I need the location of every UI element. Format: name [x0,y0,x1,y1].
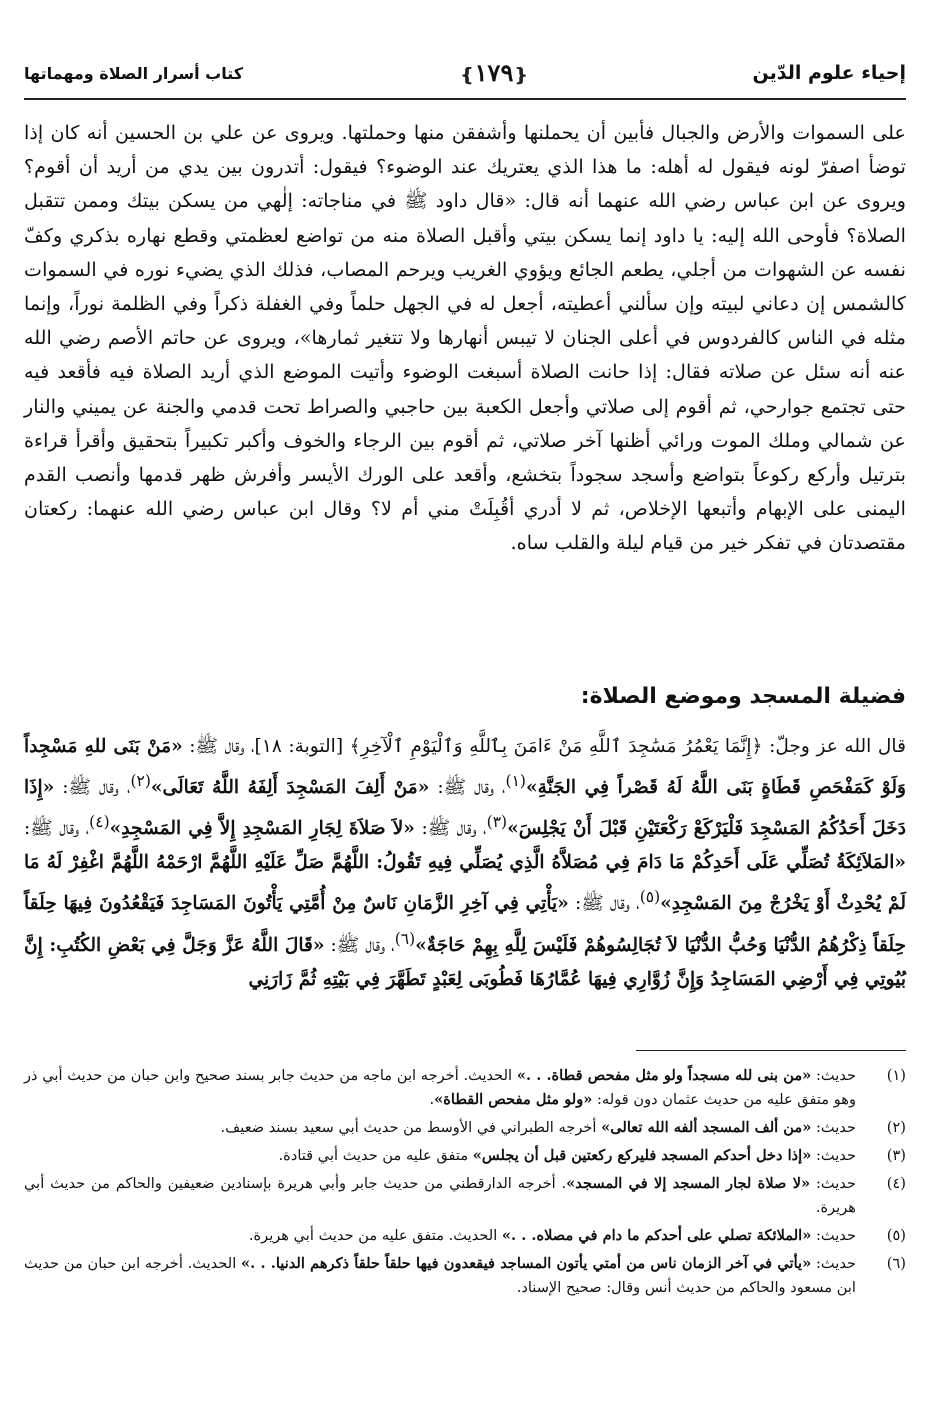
footnote-text: . أخرجه الدارقطني من حديث جابر وأبي هريرة بإسنادين ضعيفين والحاكم من حديث أبي هريرة. [24,1175,856,1216]
footnote [24,1144,906,1168]
text-run: ، وقال ﷺ: [24,818,90,840]
footnote-ref[interactable]: (٥) [639,888,661,907]
footnote [24,1064,906,1112]
paragraph: على السموات والأرض والجبال فأبين أن يحملنها وأشفقن منها وحملتها. ويروى عن علي بن الحسين أنه كان إذا توضأ اصفرّ لونه فيقول له أهله: ما هذا الذي يعتريك عند الوضوء؟ فيقول: أتدرون بين يدي من أريد أن أقوم؟ ويروى عن ابن عباس رضي الله عنهما أنه قال: «قال داود ﷺ في مناجاته: إلٰهي من يسكن بيتك وممن تتقبل الصلاة؟ فأوحى الله إليه: يا داود إنما يسكن بيتي وأقبل الصلاة منه من تواضع لعظمتي وقطع نهاره بذكري وكفّ نفسه عن الشهوات من أجلي، يطعم الجائع ويؤوي الغريب ويرحم المصاب، فذلك الذي يضيء نوره في السموات كالشمس إن دعاني لبيته وإن سألني أعطيته، أجعل له في الجهل حلماً وفي الغفلة ذكراً وفي الظلمة نوراً، وإنما مثله في الناس كالفردوس في أعلى الجنان لا تيبس أنهارها ولا تتغير ثمارها»، ويروى عن حاتم الأصم رضي الله عنه أنه سئل عن صلاته فقال: إذا حانت الصلاة أسبغت الوضوء وأتيت الموضع الذي أريد الصلاة فيه فأقعد فيه حتى تجتمع جوارحي، ثم أقوم إلى صلاتي وأجعل الكعبة بين حاجبي والصراط تحت قدمي والجنة عن يميني والنار عن شمالي وملك الموت ورائي أظنها آخر صلاتي، ثم أقوم بين الرجاء والخوف وأكبر تكبيراً بتحقيق وأقرأ قراءة بترتيل وأركع ركوعاً بتواضع وأسجد سجوداً بتخشع، وأقعد على الورك الأيسر وأفرش ظهر قدمها وأنصب القدم اليمنى على الإبهام وأتبعها الإخلاص، ثم لا أدري أقُبِلَتْ مني أم لا؟ وقال ابن عباس رضي الله عنهما: ركعتان مقتصدتان في تفكر خير من قيام ليلة والقلب ساه. [24,121,906,555]
ornament-left-icon: ❵ [459,65,475,86]
footnote-text: الحديث. أخرجه ابن ماجه من حديث جابر بسند صحيح وابن حبان من حديث أبي ذر وهو متفق عليه من حديث عثمان دون قوله: [24,1067,856,1108]
hadith-quote: «لاَ صَلاَةَ لِجَارِ المَسْجِدِ إِلاَّ فِي المَسْجِدِ» [109,818,415,840]
footnote-quote: «ولو مثل مفحص القطاة» [434,1091,593,1108]
text-run: ، وقال ﷺ: [54,777,131,799]
footnote-text: . [429,1091,435,1108]
page-number-block [424,58,564,87]
footnote [24,1252,906,1300]
hadith-quote: «قَالَ اللَّهُ عَزَّ وَجَلَّ فِي بَعْضِ الكُتُبِ: إِنَّ بُيُوتِي فِي أَرْضِي المَسَاجِدُ وَإِنَّ زُوَّارِي فِيهَا عُمَّارُهَا فَطُوبَى لِعَبْدٍ تَطَهَّرَ فِي بَيْتِهِ ثُمَّ زَارَنِي [24,934,906,990]
footnote-text: حديث: [810,1175,856,1192]
text-run: ، وقال ﷺ: [414,818,487,840]
hadith-quote: «مَنْ أَلِفَ المَسْجِدَ أَلِفَهُ اللَّهُ تَعَالَى» [150,777,430,799]
main-text [24,116,906,561]
footnote-text: حديث: [811,1119,856,1136]
footnote-quote: «الملائكة تصلي على أحدكم ما دام في مصلاه. . .» [501,1227,812,1244]
footnote-text: حديث: [811,1067,856,1084]
footnote [24,1224,906,1248]
footnote-text: الحديث. متفق عليه من حديث أبي هريرة. [248,1227,502,1244]
footnote-quote: «لا صلاة لجار المسجد إلا في المسجد» [566,1175,811,1192]
section-text [24,730,906,997]
hadith-quote: «مَنْ بَنَى للهِ مَسْجِداً وَلَوْ كَمَفْحَصِ قَطَاةٍ بَنَى اللَّهُ لَهُ قَصْراً فِي الجَنَّةِ» [24,736,906,799]
footnote-ref[interactable]: (٢) [130,772,151,790]
footnote-number: (٣) [886,1147,906,1164]
footnote-text: حديث: [811,1227,856,1244]
footnotes [24,1064,906,1304]
text-run: ، وقال ﷺ: [429,777,506,799]
footnote-text: حديث: [811,1147,856,1164]
footnote-ref[interactable]: (٦) [394,929,416,948]
footnote-number: (٥) [886,1227,906,1244]
hadith-quote: «المَلاَئِكَةُ تُصَلِّي عَلَى أَحَدِكُمْ مَا دَامَ فِي مُصَلاَّهُ الَّذِي يُصَلِّي فِيهِ تَقُولُ: اللَّهُمَّ صَلِّ عَلَيْهِ اللَّهُمَّ ارْحَمْهُ اللَّهُمَّ اغْفِرْ لَهُ مَا لَمْ يُحْدِثْ أَوْ يَخْرُجْ مِنَ المَسْجِدِ» [24,852,906,915]
footnote-text: متفق عليه من حديث أبي قتادة. [278,1147,473,1164]
footnote-ref[interactable]: (٣) [486,813,508,832]
footnote-divider [636,1050,906,1051]
footnote-text: حديث: [811,1255,856,1272]
text-run: قال الله عز وجلّ: ﴿إِنَّمَا يَعْمُرُ مَسَٰجِدَ ٱللَّهِ مَنْ ءَامَنَ بِٱللَّهِ وَٱلْيَوْمِ ٱلْآخِرِ﴾ [التوبة: ١٨]، وقال ﷺ: [182,736,906,757]
section-heading: فضيلة المسجد وموضع الصلاة: [580,684,906,709]
footnote [24,1116,906,1140]
footnote-quote: «يأتي في آخر الزمان ناس من أمتي يأتون المساجد فيقعدون فيها حلقاً حلقاً ذكرهم الدنيا. . .» [241,1255,812,1272]
footnote-number: (١) [886,1067,906,1084]
hadith-quote: «إِذَا دَخَلَ أَحَدُكُمُ المَسْجِدَ فَلْيَرْكَعْ رَكْعَتَيْنِ قَبْلَ أَنْ يَجْلِسَ» [24,777,906,840]
footnote-number: (٤) [886,1175,906,1192]
ornament-right-icon: ❴ [513,65,529,86]
footnote-text: أخرجه الطبراني في الأوسط من حديث أبي سعيد بسند ضعيف. [220,1119,602,1136]
footnote [24,1172,906,1220]
footnote-quote: «من ألف المسجد ألفه الله تعالى» [601,1119,812,1136]
footnote-ref[interactable]: (٤) [89,813,110,832]
footnote-quote: «إذا دخل أحدكم المسجد فليركع ركعتين قبل أن يجلس» [472,1147,812,1164]
page-number: ١٧٩ [474,58,514,87]
text-run: ، وقال ﷺ: [324,934,395,956]
footnote-number: (٦) [886,1255,906,1272]
footnote-quote: «من بنى لله مسجداً ولو مثل مفحص قطاة. . .» [516,1067,812,1084]
hadith-quote: «يَأْتِي فِي آخِرِ الزَّمَانِ نَاسٌ مِنْ أُمَّتِي يَأْتُونَ المَسَاجِدَ فَيَقْعُدُونَ فِيهَا حِلَقاً حِلَقاً ذِكْرُهُمُ الدُّنْيَا وَحُبُّ الدُّنْيَا لاَ تُجَالِسُوهُمْ فَلَيْسَ لِلَّهِ بِهِمْ حَاجَةٌ» [24,893,906,956]
footnote-text: الحديث. أخرجه ابن حبان من حديث ابن مسعود والحاكم من حديث أنس وقال: صحيح الإسناد. [24,1255,856,1296]
footnote-number: (٢) [886,1119,906,1136]
text-run: ، وقال ﷺ: [568,893,640,915]
page-header [24,56,906,100]
footnote-ref[interactable]: (١) [505,772,526,790]
book-title: إحياء علوم الدّين [752,62,906,84]
chapter-title: كتاب أسرار الصلاة ومهماتها [24,64,244,83]
